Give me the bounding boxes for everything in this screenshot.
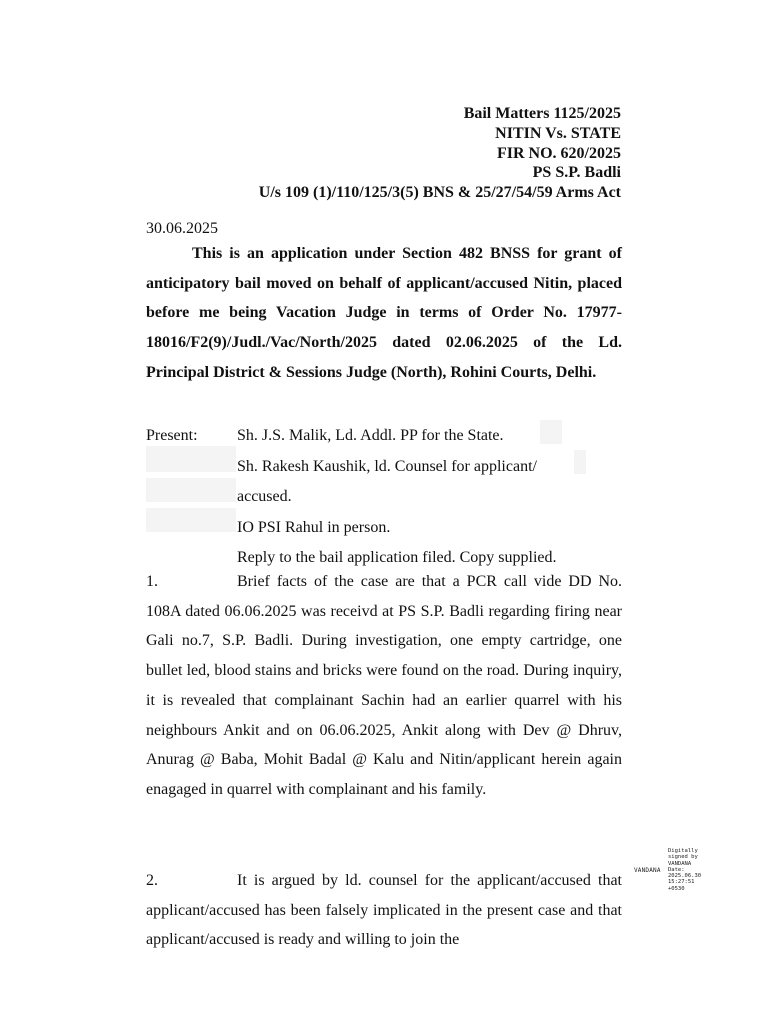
case-number: Bail Matters 1125/2025 [463, 105, 621, 122]
signature-name: VANDANA [634, 867, 661, 874]
paragraph-1-number: 1. [146, 573, 158, 590]
paragraph-2-text: It is argued by ld. counsel for the applicant/accused that applicant/accused has been falsely implicated in the present case and that applicant/accused is ready and willing to join the [146, 872, 622, 949]
paragraph-1-text: Brief facts of the case are that a PCR call vide DD No. 108A dated 06.06.2025 was receivd at PS S.P. Badli regarding firing near Gali no.7, S.P. Badli. During investigation, one empty cartridge, one bullet led, blood stains and bricks were found on the road. During inquiry, it is revealed that complainant Sachin had an earlier quarrel with his neighbours Ankit and on 06.06.2025, Ankit along with Dev @ Dhruv, Anurag @ Baba, Mohit Badal @ Kalu and Nitin/applicant herein again enagaged in quarrel with complainant and his family. [146, 573, 622, 798]
paragraph-2-number: 2. [146, 872, 158, 889]
order-date: 30.06.2025 [146, 220, 218, 237]
paragraph-1 [146, 567, 622, 805]
present-block [146, 421, 622, 574]
case-header [259, 104, 621, 203]
present-label: Present: [146, 427, 198, 444]
present-pp: Sh. J.S. Malik, Ld. Addl. PP for the State. [237, 427, 504, 444]
present-reply: Reply to the bail application filed. Copy supplied. [237, 549, 557, 566]
fir-number: FIR NO. 620/2025 [497, 144, 621, 162]
present-counsel: Sh. Rakesh Kaushik, ld. Counsel for applicant/ [237, 457, 537, 475]
present-io: IO PSI Rahul in person. [237, 518, 391, 536]
sections: U/s 109 (1)/110/125/3(5) BNS & 25/27/54/59 Arms Act [258, 184, 621, 202]
present-counsel-cont: accused. [237, 488, 292, 505]
paragraph-2 [146, 866, 622, 955]
signature-details: Digitally signed by VANDANA Date: 2025.06.30 15:27:51 +0530 [668, 848, 702, 892]
case-parties: NITIN Vs. STATE [495, 124, 621, 142]
intro-paragraph: This is an application under Section 482 BNSS for grant of anticipatory bail moved on behalf of applicant/accused Nitin, placed before me being Vacation Judge in terms of Order No. 17977-18016/F2(9)/Judl./Vac/North/2025 dated 02.06.2025 of the Ld. Principal District & Sessions Judge (North), Rohini Courts, Delhi. [146, 245, 622, 381]
police-station: PS S.P. Badli [532, 164, 621, 182]
